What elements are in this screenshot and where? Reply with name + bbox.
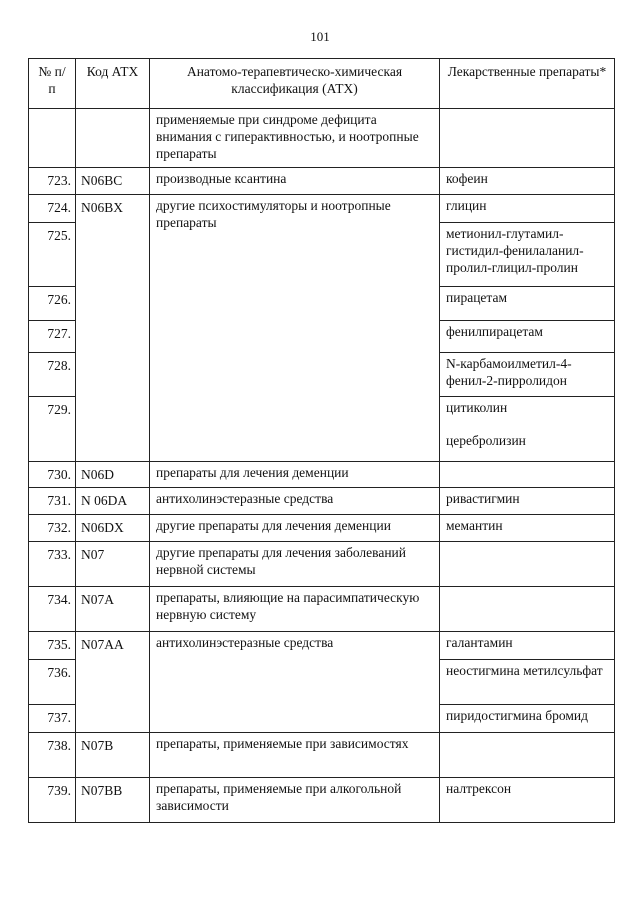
table-row <box>29 733 615 778</box>
row-num: 737. <box>29 705 76 733</box>
row-desc: препараты, применяемые при алкогольной зависимости <box>150 778 440 823</box>
drug-name: метионил-глутамил-гистидил-фенилаланил-пролил-глицил-пролин <box>446 226 584 275</box>
drug-name: галантамин <box>446 635 513 650</box>
row-num: 738. <box>29 733 76 778</box>
row-code: N07BB <box>76 778 150 823</box>
drug-name: цитиколин <box>446 400 508 415</box>
atx-table <box>28 58 615 823</box>
table-row <box>29 168 615 195</box>
drug-name: фенилпирацетам <box>446 324 543 339</box>
drug-name <box>440 462 614 464</box>
row-code: N06BC <box>76 168 150 195</box>
table-row <box>29 632 615 660</box>
row-num: 739. <box>29 778 76 823</box>
row-num: 728. <box>29 353 76 397</box>
row-num: 723. <box>29 168 76 195</box>
drug-name: N-карбамоилметил-4-фенил-2-пирролидон <box>446 356 572 388</box>
row-desc: производные ксантина <box>150 168 440 195</box>
row-num: 734. <box>29 587 76 632</box>
drug-name: ривастигмин <box>446 491 520 506</box>
row-num: 726. <box>29 287 76 321</box>
drug-name: глицин <box>446 198 487 213</box>
table-row <box>29 542 615 587</box>
drug-name <box>440 587 614 589</box>
table-row <box>29 778 615 823</box>
drug-name: налтрексон <box>446 781 512 796</box>
drug-name: пирацетам <box>446 290 508 305</box>
header-num: № п/п <box>29 59 76 109</box>
drug-name-2: церебролизин <box>446 433 526 448</box>
row-code: N07A <box>76 587 150 632</box>
row-desc: антихолинэстеразные средства <box>150 632 440 733</box>
drug-name: кофеин <box>446 171 488 186</box>
row-desc: препараты, применяемые при зависимостях <box>150 733 440 778</box>
row-desc: препараты, влияющие на парасимпатическую нервную систему <box>150 587 440 632</box>
row-desc: другие препараты для лечения заболеваний нервной системы <box>150 542 440 587</box>
table-row <box>29 488 615 515</box>
table-row <box>29 195 615 223</box>
row-num: 733. <box>29 542 76 587</box>
row-desc: применяемые при синдроме дефицита внимания с гиперактивностью, и ноотропные препараты <box>150 109 440 168</box>
row-num: 735. <box>29 632 76 660</box>
drug-name <box>440 733 614 735</box>
table-header-row <box>29 59 615 109</box>
row-desc: другие препараты для лечения деменции <box>150 515 440 542</box>
header-class: Анатомо-терапевтическо-химическая классификация (АТХ) <box>150 59 440 109</box>
table-row <box>29 462 615 488</box>
header-drugs: Лекарственные препараты* <box>440 59 615 109</box>
row-num: 732. <box>29 515 76 542</box>
table-row <box>29 109 615 168</box>
row-num: 724. <box>29 195 76 223</box>
drug-name: пиридостигмина бромид <box>446 708 588 723</box>
drug-name <box>440 542 614 544</box>
row-num: 736. <box>29 660 76 705</box>
row-code: N06BX <box>76 195 150 462</box>
row-desc: препараты для лечения деменции <box>150 462 440 488</box>
row-desc: антихолинэстеразные средства <box>150 488 440 515</box>
drug-name: неостигмина метилсульфат <box>446 663 603 678</box>
row-num: 730. <box>29 462 76 488</box>
row-code: N 06DA <box>76 488 150 515</box>
table-row <box>29 515 615 542</box>
row-num: 729. <box>29 397 76 462</box>
row-num: 727. <box>29 321 76 353</box>
row-code: N07 <box>76 542 150 587</box>
row-code: N07AA <box>76 632 150 733</box>
page-number: 101 <box>310 29 330 44</box>
row-code: N06D <box>76 462 150 488</box>
row-num: 725. <box>29 223 76 287</box>
header-code: Код АТХ <box>76 59 150 109</box>
table-row <box>29 587 615 632</box>
row-code: N06DX <box>76 515 150 542</box>
row-code: N07B <box>76 733 150 778</box>
row-num: 731. <box>29 488 76 515</box>
row-desc: другие психостимуляторы и ноотропные препараты <box>150 195 440 462</box>
drug-name: мемантин <box>446 518 503 533</box>
